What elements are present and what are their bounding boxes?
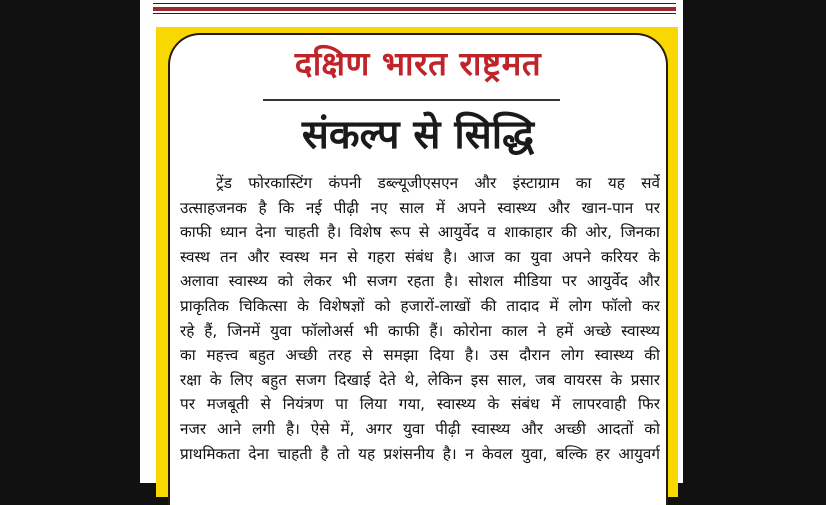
- article-line: पर मजबूती से नियंत्रण पा लिया गया, स्वास्थ्य के संबंध में लापरवाही फिर: [180, 395, 660, 414]
- article-line: स्वस्थ तन और स्वस्थ मन से गहरा संबंध है। आज का युवा अपने करियर के: [180, 247, 660, 266]
- article-line: अलावा स्वास्थ्य को लेकर भी सजग रहता है। सोशल मीडिया पर आयुर्वेद और: [180, 272, 660, 291]
- newspaper-masthead: दक्षिण भारत राष्ट्रमत: [294, 44, 542, 83]
- top-rule-thin-lower: [153, 13, 676, 14]
- article-line: काफी ध्यान देना चाहती है। विशेष रूप से आयुर्वेद व शाकाहार की ओर, जिनका: [180, 223, 660, 242]
- article-headline: संकल्प से सिद्धि: [301, 112, 535, 158]
- newspaper-page: [140, 0, 683, 483]
- article-body: [180, 171, 660, 466]
- article-line: प्राथमिकता देना चाहती है तो यह प्रशंसनीय है। न केवल युवा, बल्कि हर आयुवर्ग: [180, 444, 660, 463]
- article-line: ट्रेंड फोरकास्टिंग कंपनी डब्ल्यूजीएसएन और इंस्टाग्राम का यह सर्वे: [216, 174, 660, 192]
- masthead-divider: [263, 99, 560, 101]
- article-line: प्राकृतिक चिकित्सा के विशेषज्ञों को हजारों-लाखों की तादाद में लोग फॉलो कर: [180, 296, 660, 315]
- top-rule-thick: [153, 7, 676, 11]
- article-line: रहे हैं, जिनमें युवा फॉलोअर्स भी काफी हैं। कोरोना काल ने हमें अच्छे स्वास्थ्य: [180, 321, 660, 340]
- editorial-card: [168, 33, 668, 505]
- article-line: का महत्त्व बहुत अच्छी तरह से समझा दिया है। उस दौरान लोग स्वास्थ्य की: [180, 346, 660, 365]
- top-rule-thin: [153, 3, 676, 4]
- article-line: रक्षा के लिए बहुत सजग दिखाई देते थे, लेकिन इस साल, जब वायरस के प्रसार: [180, 370, 660, 389]
- article-line: उत्साहजनक है कि नई पीढ़ी नए साल में अपने स्वास्थ्य और खान-पान पर: [180, 198, 660, 217]
- article-line: नजर आने लगी है। ऐसे में, अगर युवा पीढ़ी स्वास्थ्य और अच्छी आदतों को: [180, 419, 660, 438]
- editorial-frame: [156, 27, 678, 497]
